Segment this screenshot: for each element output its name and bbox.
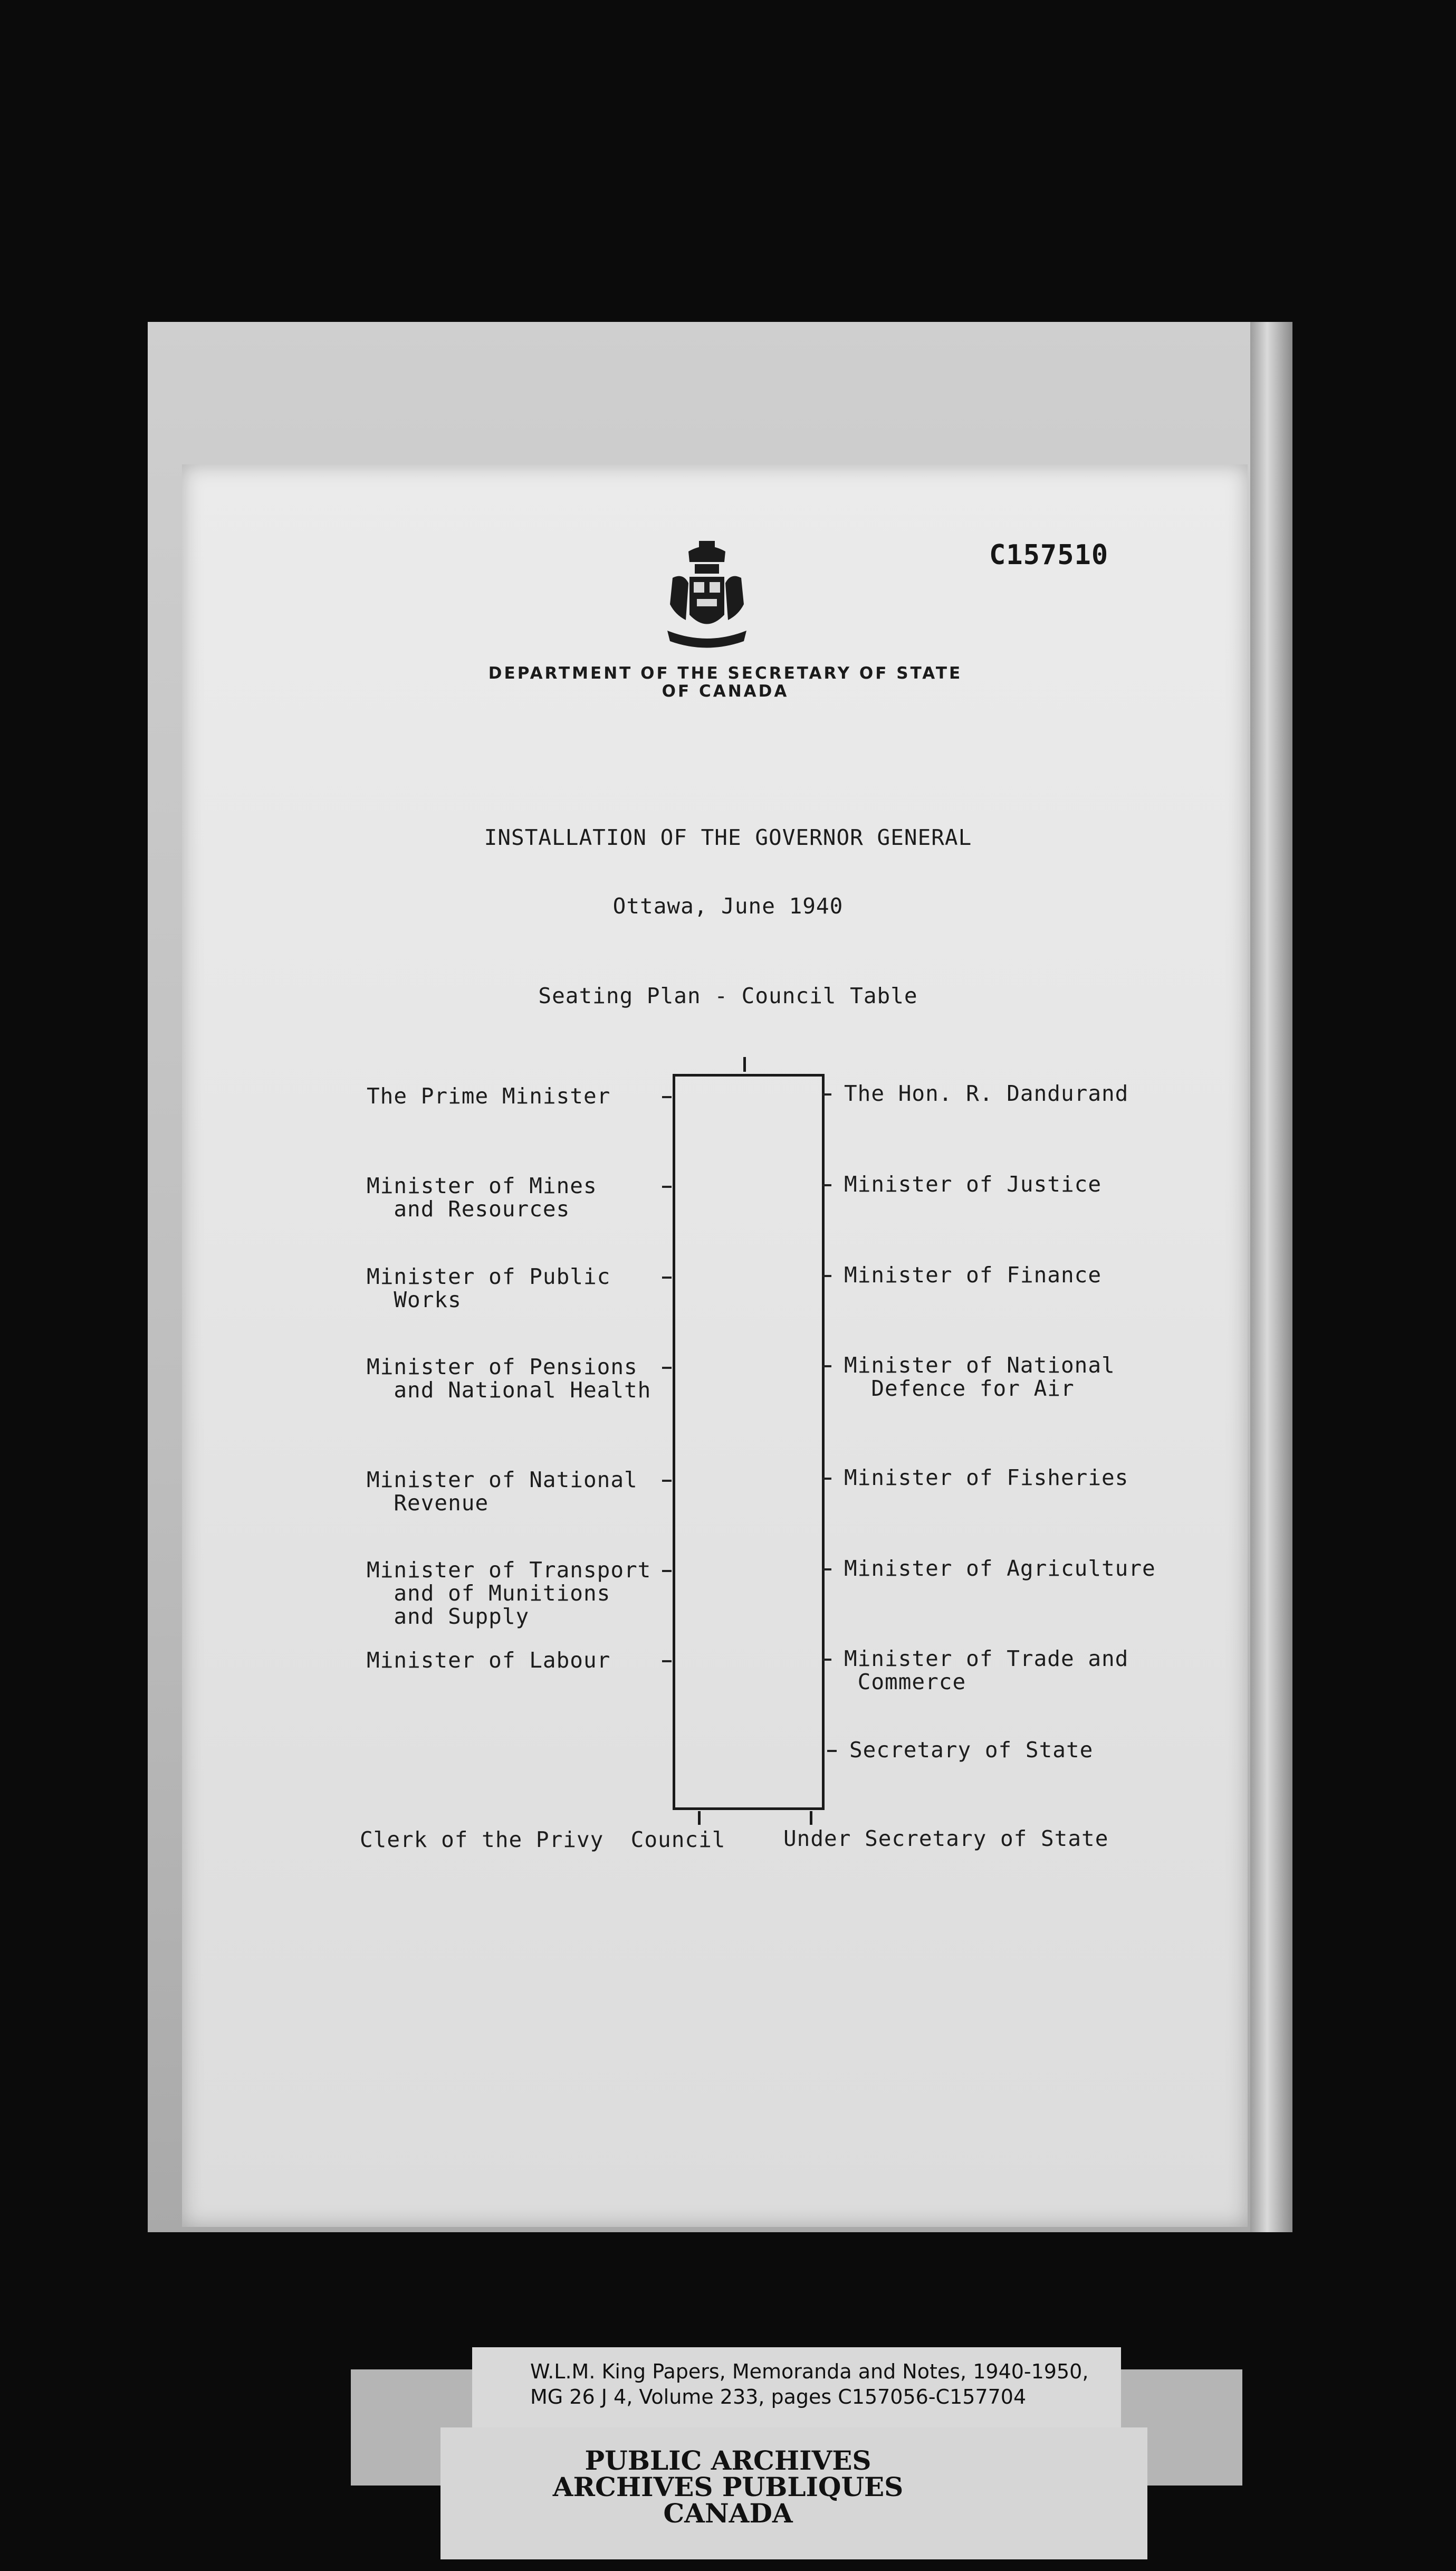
seat-left-2: Minister of Mines and Resources (367, 1173, 597, 1222)
seat-left-4-dash (662, 1367, 672, 1369)
page-title: INSTALLATION OF THE GOVERNOR GENERAL (484, 825, 972, 850)
seat-left-6: Minister of Transport and of Munitions and Supply (367, 1557, 652, 1629)
seat-right-1-dash (822, 1093, 831, 1096)
department-header: DEPARTMENT OF THE SECRETARY OF STATE (488, 664, 963, 683)
seat-right-1: The Hon. R. Dandurand (844, 1081, 1129, 1106)
seat-right-8: Secretary of State (849, 1737, 1094, 1763)
seat-bottom-under-secretary: Under Secretary of State (783, 1826, 1109, 1851)
seat-left-4: Minister of Pensions and National Health (367, 1354, 652, 1403)
archive-source-line1: W.L.M. King Papers, Memoranda and Notes, 1940-1950, (530, 2360, 1089, 2383)
seat-right-6-dash (822, 1568, 831, 1570)
council-table (673, 1074, 825, 1810)
table-head-tick (743, 1057, 746, 1072)
seat-left-5-dash (662, 1480, 672, 1482)
seat-right-2: Minister of Justice (844, 1172, 1101, 1197)
seat-left-1: The Prime Minister (367, 1083, 611, 1109)
seat-left-3: Minister of Public Works (367, 1264, 611, 1312)
document-number: C157510 (989, 539, 1109, 571)
seat-right-3-dash (822, 1275, 831, 1277)
seat-left-1-dash (662, 1096, 672, 1098)
seat-right-4-dash (822, 1365, 831, 1367)
seat-right-7: Minister of Trade and Commerce (844, 1646, 1129, 1694)
place-date: Ottawa, June 1940 (612, 893, 844, 919)
seat-left-6-dash (662, 1570, 672, 1572)
coat-of-arms-icon (662, 541, 752, 657)
archive-stamp-line2: ARCHIVES PUBLIQUES (552, 2471, 904, 2502)
seat-left-7-dash (662, 1660, 672, 1662)
seat-right-5-dash (822, 1478, 831, 1480)
archive-stamp-line1: PUBLIC ARCHIVES (585, 2445, 871, 2476)
seat-bottom-clerk: Clerk of the Privy Council (360, 1827, 726, 1852)
seat-right-8-dash (827, 1750, 837, 1752)
seat-left-3-dash (662, 1277, 672, 1279)
archive-source-line2: MG 26 J 4, Volume 233, pages C157056-C157704 (530, 2385, 1027, 2408)
seat-right-7-dash (822, 1659, 831, 1661)
archive-stamp-line3: CANADA (663, 2498, 793, 2529)
table-foot-tick-right (810, 1811, 812, 1825)
archive-source-label (472, 2347, 1121, 2432)
page-subtitle: Seating Plan - Council Table (538, 983, 918, 1008)
seat-left-7: Minister of Labour (367, 1648, 611, 1673)
seat-right-4: Minister of National Defence for Air (844, 1353, 1115, 1401)
seat-right-5: Minister of Fisheries (844, 1465, 1129, 1490)
department-header-country: OF CANADA (662, 682, 789, 701)
seat-left-5: Minister of National Revenue (367, 1467, 638, 1516)
seat-right-6: Minister of Agriculture (844, 1556, 1156, 1581)
seat-right-3: Minister of Finance (844, 1262, 1101, 1288)
seat-left-2-dash (662, 1186, 672, 1188)
table-foot-tick-left (698, 1811, 701, 1825)
seat-right-2-dash (822, 1184, 831, 1186)
backing-sheet-edge (1250, 322, 1292, 2232)
